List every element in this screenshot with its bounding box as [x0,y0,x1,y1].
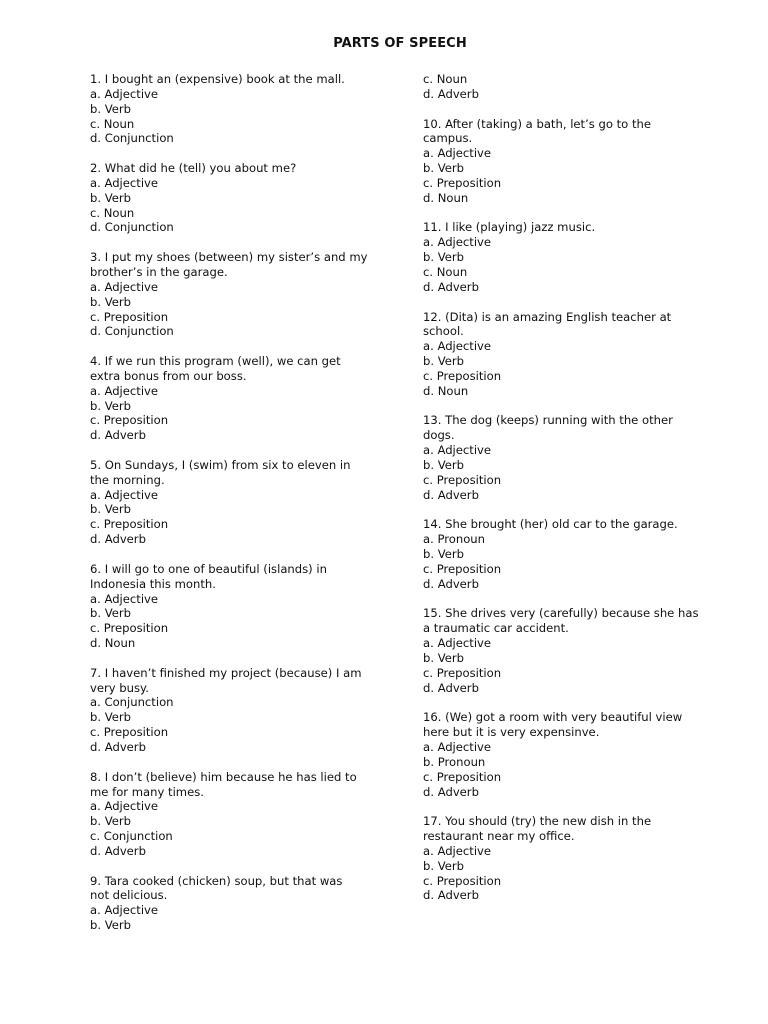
question-text: 7. I haven’t finished my project (because) I am [90,665,362,680]
answer-option: c. Preposition [90,517,169,532]
answer-option: a. Adjective [90,175,159,190]
answer-option: b. Verb [423,858,465,873]
question-text: 3. I put my shoes (between) my sister’s and my [90,250,368,265]
spacer [423,206,723,221]
answer-option: b. Verb [90,710,132,725]
answer-option: d. Conjunction [90,324,174,339]
answer-option: d. Noun [423,190,469,205]
answer-option: b. Verb [423,250,465,265]
answer-option: c. Preposition [423,561,502,576]
answer-option: a. Conjunction [90,695,174,710]
answer-option: a. Adjective [90,279,159,294]
spacer [90,146,390,161]
answer-option: d. Adverb [423,680,479,695]
question-text-continued: me for many times. [90,784,204,799]
answer-option: b. Pronoun [423,754,486,769]
answer-option: c. Preposition [423,873,502,888]
answer-option: d. Adverb [423,487,479,502]
answer-option: a. Adjective [90,591,159,606]
question-text-continued: Indonesia this month. [90,576,216,591]
answer-option: c. Preposition [90,309,169,324]
spacer [90,443,390,458]
question-text: 11. I like (playing) jazz music. [423,220,596,235]
answer-option: a. Adjective [423,636,492,651]
answer-option: c. Conjunction [90,829,173,844]
answer-option: d. Adverb [423,86,479,101]
answer-option: b. Verb [90,294,132,309]
answer-option: b. Verb [423,457,465,472]
spacer [423,399,723,414]
question-text-continued: campus. [423,131,473,146]
answer-option: d. Adverb [423,888,479,903]
question-text: 17. You should (try) the new dish in the [423,814,652,829]
question-text: 10. After (taking) a bath, let’s go to the [423,116,651,131]
answer-option: c. Noun [90,205,135,220]
answer-option: a. Adjective [423,739,492,754]
answer-option: c. Preposition [90,413,169,428]
answer-option: b. Verb [90,101,132,116]
answer-option: c. Preposition [90,725,169,740]
question-text-continued: the morning. [90,472,165,487]
answer-option: b. Verb [423,354,465,369]
question-text: 1. I bought an (expensive) book at the mall. [90,72,345,86]
spacer [90,547,390,562]
answer-option: b. Verb [90,814,132,829]
answer-option: a. Adjective [423,443,492,458]
question-text: 5. On Sundays, I (swim) from six to eleven in [90,457,351,472]
answer-option: d. Adverb [90,532,146,547]
left-column [90,72,390,933]
answer-option: b. Verb [90,606,132,621]
answer-option: b. Verb [90,398,132,413]
spacer [90,339,390,354]
answer-option: a. Adjective [90,487,159,502]
question-text-continued: here but it is very expensinve. [423,725,600,740]
answer-option: c. Noun [423,72,468,86]
spacer [423,695,723,710]
answer-option: d. Adverb [90,739,146,754]
question-text: 15. She drives very (carefully) because she has [423,606,699,621]
answer-option: b. Verb [90,190,132,205]
spacer [90,859,390,874]
spacer [423,799,723,814]
question-text-continued: restaurant near my office. [423,829,575,844]
question-text-continued: very busy. [90,680,149,695]
right-column [423,72,723,903]
answer-option: a. Pronoun [423,532,486,547]
answer-option: d. Adverb [90,843,146,858]
question-text: 16. (We) got a room with very beautiful view [423,710,683,725]
answer-option: a. Adjective [423,339,492,354]
spacer [423,502,723,517]
answer-option: a. Adjective [423,146,492,161]
spacer [90,755,390,770]
answer-option: b. Verb [90,918,132,933]
spacer [423,592,723,607]
answer-option: d. Adverb [90,428,146,443]
question-text-continued: not delicious. [90,888,168,903]
answer-option: c. Noun [90,116,135,131]
question-text: 2. What did he (tell) you about me? [90,161,297,176]
question-text: 12. (Dita) is an amazing English teacher at [423,309,672,324]
spacer [90,651,390,666]
spacer [423,295,723,310]
answer-option: c. Preposition [90,621,169,636]
question-text: 14. She brought (her) old car to the garage. [423,517,678,532]
answer-option: d. Adverb [423,784,479,799]
question-text-continued: a traumatic car accident. [423,621,569,636]
answer-option: c. Preposition [423,368,502,383]
answer-option: b. Verb [423,161,465,176]
answer-option: c. Preposition [423,769,502,784]
answer-option: a. Adjective [90,903,159,918]
question-text-continued: brother’s in the garage. [90,264,228,279]
question-text: 6. I will go to one of beautiful (islands) in [90,561,327,576]
spacer [423,102,723,117]
answer-option: c. Preposition [423,472,502,487]
answer-option: d. Conjunction [90,131,174,146]
answer-option: a. Adjective [90,86,159,101]
question-text: 4. If we run this program (well), we can get [90,354,341,369]
question-text-continued: school. [423,324,464,339]
answer-option: d. Noun [423,383,469,398]
page-title: PARTS OF SPEECH [333,36,467,51]
question-text-continued: dogs. [423,428,455,443]
answer-option: d. Adverb [423,576,479,591]
answer-option: a. Adjective [423,843,492,858]
question-text: 8. I don’t (believe) him because he has lied to [90,769,357,784]
question-text-continued: extra bonus from our boss. [90,368,247,383]
answer-option: d. Conjunction [90,220,174,235]
answer-option: c. Preposition [423,175,502,190]
answer-option: b. Verb [423,547,465,561]
answer-option: a. Adjective [90,799,159,814]
question-text: 9. Tara cooked (chicken) soup, but that was [90,873,343,888]
answer-option: c. Preposition [423,665,502,680]
question-text: 13. The dog (keeps) running with the other [423,413,673,428]
answer-option: d. Noun [90,636,136,651]
answer-option: a. Adjective [423,235,492,250]
answer-option: a. Adjective [90,383,159,398]
answer-option: b. Verb [90,502,132,517]
answer-option: d. Adverb [423,279,479,294]
answer-option: b. Verb [423,650,465,665]
spacer [90,235,390,250]
answer-option: c. Noun [423,264,468,279]
